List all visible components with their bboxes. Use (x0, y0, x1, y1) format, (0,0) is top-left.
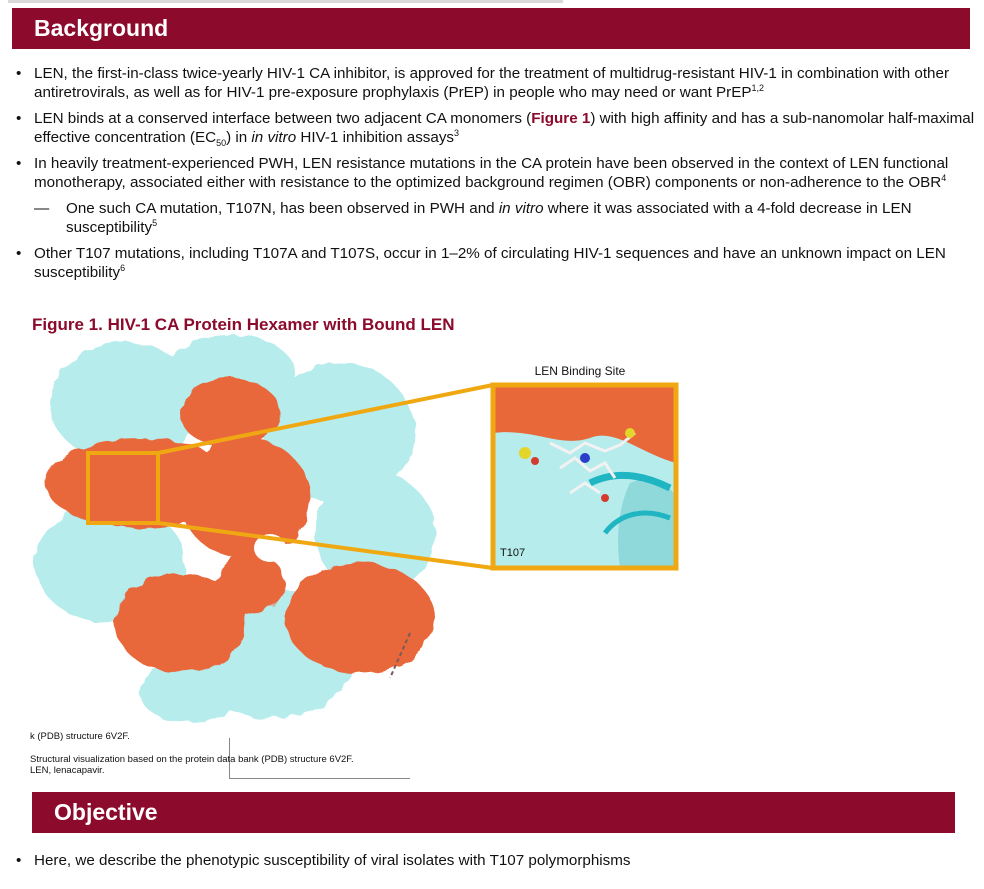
bullet-binding-text-b: ) with high affinity and has a sub-nanomolar half-maximal effective concentration (EC (34, 110, 975, 146)
bullet-approval (16, 64, 976, 102)
in-vitro-italic: in vitro (251, 129, 297, 146)
bullet-other-mutations (16, 244, 976, 282)
top-rule (8, 0, 563, 3)
figure-hexamer (30, 333, 700, 733)
bullet-resistance-text: In heavily treatment-experienced PWH, LEN resistance mutations in the CA protein have been observed in the context of LEN functional monotherapy, associated either with resistance to the optimized background regimen (OBR) components or non-adherence to the OBR (34, 155, 949, 191)
bullet-resistance (16, 154, 976, 192)
background-bullets (16, 64, 976, 289)
inset-title: LEN Binding Site (534, 364, 626, 378)
binding-site-inset (493, 385, 676, 568)
bullet-binding-text-d: HIV-1 inhibition assays (296, 129, 455, 146)
objective-heading-text: Objective (54, 799, 158, 825)
in-vitro-italic: in vitro (498, 200, 544, 217)
citation-sup: 3 (454, 127, 460, 138)
objective-bullets (16, 852, 631, 869)
objective-heading (32, 792, 955, 833)
bullet-binding-text-a: LEN binds at a conserved interface between two adjacent CA monomers ( (34, 110, 532, 127)
objective-text: Here, we describe the phenotypic susceptibility of viral isolates with T107 polymorphisms (34, 852, 631, 869)
citation-sup: 5 (152, 217, 158, 228)
bullet-dot: • (16, 110, 22, 127)
bullet-dot: • (16, 245, 22, 262)
hexamer-surface (35, 335, 435, 723)
sub-bullet-text-a: One such CA mutation, T107N, has been observed in PWH and (66, 200, 499, 217)
ec50-subscript: 50 (216, 138, 227, 149)
citation-sup: 4 (941, 172, 947, 183)
sub-bullet-dash: — (34, 200, 50, 217)
figure-caption-fragment: k (PDB) structure 6V2F. (30, 731, 130, 742)
background-heading-text: Background (34, 15, 169, 41)
protein-hexamer-image (30, 333, 700, 733)
sub-bullet-text-b: where it was associated with a 4-fold decrease in LEN susceptibility (66, 200, 912, 236)
footnote-line-1: Structural visualization based on the protein data bank (PDB) structure 6V2F. (30, 754, 354, 765)
figure-footnote (30, 754, 370, 776)
bullet-dot: • (16, 852, 22, 869)
bullet-dot: • (16, 65, 22, 82)
background-heading (12, 8, 970, 49)
footnote-line-2: LEN, lenacapavir. (30, 765, 105, 776)
objective-item (16, 852, 631, 869)
citation-sup: 1,2 (751, 82, 765, 93)
bullet-binding (16, 109, 976, 147)
figure-title: Figure 1. HIV-1 CA Protein Hexamer with Bound LEN (32, 315, 455, 334)
t107-label: T107 (500, 547, 526, 559)
sub-bullet-t107n (16, 199, 976, 237)
bullet-binding-text-c: ) in (226, 129, 252, 146)
bullet-other-mutations-text: Other T107 mutations, including T107A and T107S, occur in 1–2% of circulating HIV-1 sequences and have an unknown impact on LEN susceptibility (34, 245, 946, 281)
bullet-approval-text: LEN, the first-in-class twice-yearly HIV-1 CA inhibitor, is approved for the treatment of multidrug-resistant HIV-1 in combination with other antiretrovirals, as well as for HIV-1 pre-exposure prophylaxis (PrEP) in people who may need or want PrEP (34, 65, 950, 101)
bullet-dot: • (16, 155, 22, 172)
figure-1-link[interactable]: Figure 1 (531, 110, 591, 127)
citation-sup: 6 (120, 262, 126, 273)
